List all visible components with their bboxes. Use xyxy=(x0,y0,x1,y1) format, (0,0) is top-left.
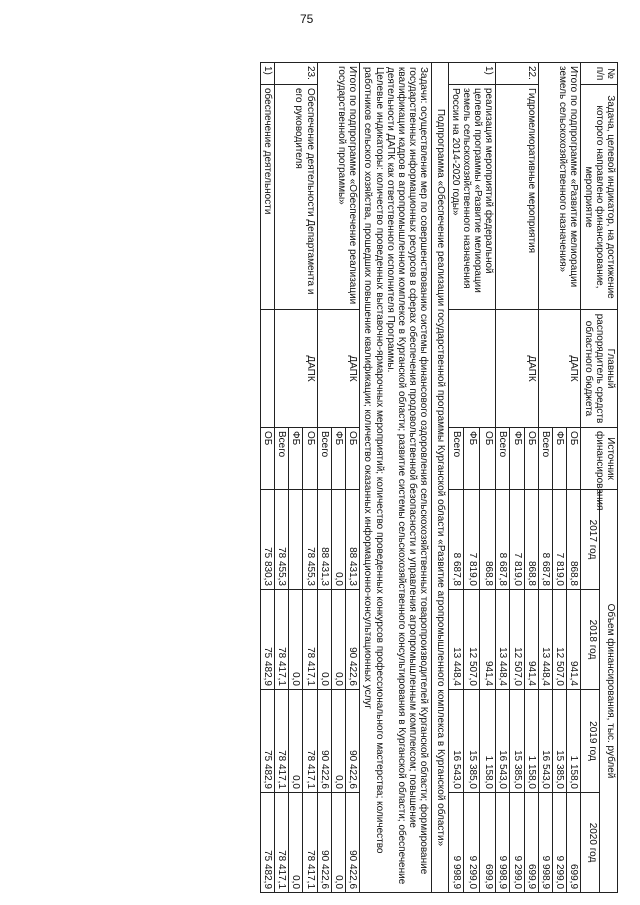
value-cell: 12 507,0 xyxy=(464,590,480,690)
value-cell: 12 507,0 xyxy=(510,590,524,690)
value-cell: 78 455,3 xyxy=(275,490,289,590)
value-cell: 0,0 xyxy=(331,793,345,893)
value-cell: 868,8 xyxy=(567,490,581,590)
value-cell: 0,0 xyxy=(331,490,345,590)
value-cell: 8 687,8 xyxy=(448,490,464,590)
header-task: Задача, целевой индикатор, на достижение которого направлено финансирование, мероприятие xyxy=(581,85,618,310)
value-cell: 9 998,9 xyxy=(538,793,552,893)
block2-no: 22. xyxy=(496,63,539,85)
value-cell: 88 431,3 xyxy=(317,490,331,590)
value-cell: 16 543,0 xyxy=(538,690,552,793)
table-row xyxy=(567,63,581,893)
financing-table xyxy=(260,62,618,893)
header-year-2017: 2017 год xyxy=(581,490,599,590)
value-cell: 75 482,9 xyxy=(260,590,274,690)
value-cell: 78 417,1 xyxy=(275,590,289,690)
value-cell: 78 417,1 xyxy=(303,793,317,893)
header-no: № п/п xyxy=(581,63,618,85)
block1-dist: ДАПК xyxy=(538,310,581,428)
value-cell: 13 448,4 xyxy=(496,590,510,690)
source-cell: ОБ xyxy=(260,428,274,490)
value-cell: 1 158,0 xyxy=(567,690,581,793)
value-cell: 78 417,1 xyxy=(275,690,289,793)
value-cell: 88 431,3 xyxy=(346,490,360,590)
table-row xyxy=(524,63,538,893)
source-cell: ОБ xyxy=(303,428,317,490)
value-cell: 78 455,3 xyxy=(303,490,317,590)
header-source: Источник финансирования xyxy=(581,428,618,490)
header-year-2019: 2019 год xyxy=(581,690,599,793)
source-cell: ОБ xyxy=(346,428,360,490)
value-cell: 699,9 xyxy=(567,793,581,893)
value-cell: 0,0 xyxy=(317,590,331,690)
value-cell: 0,0 xyxy=(331,590,345,690)
value-cell: 868,8 xyxy=(480,490,496,590)
header-year-2020: 2020 год xyxy=(581,793,599,893)
table-row xyxy=(303,63,317,893)
tasks-paragraph: Задачи: осуществление мер по совершенствованию системы финансового оздоровления сельскохозяйственных товаропроизводителей Курганской области; формирование государственных информационных ресурсов в сферах обеспечения продовольственной безопасности и управления агропромышленным комплексом; повышение квалификации кадров в агропромышленном комплексе в Курганской области; развитие системы сельскохозяйственного консультирования в Курганской области; обеспечение деятельности ДАПК как ответственного исполнителя Программы. xyxy=(384,67,430,885)
source-cell: ФБ xyxy=(331,428,345,490)
source-cell: Всего xyxy=(496,428,510,490)
block5-no: 23. xyxy=(275,63,318,85)
value-cell: 699,9 xyxy=(524,793,538,893)
value-cell: 868,8 xyxy=(524,490,538,590)
value-cell: 13 448,4 xyxy=(538,590,552,690)
value-cell: 0,0 xyxy=(331,690,345,793)
block6-label: обеспечение деятельности xyxy=(260,85,274,310)
value-cell: 90 422,6 xyxy=(346,590,360,690)
value-cell: 90 422,6 xyxy=(346,793,360,893)
table-row xyxy=(360,63,432,893)
block4-dist: ДАПК xyxy=(317,310,360,428)
value-cell: 0,0 xyxy=(289,690,303,793)
block1-label: Итого по подпрограмме «Развитие мелиорации земель сельскохозяйственного назначения» xyxy=(538,63,581,310)
value-cell: 78 417,1 xyxy=(303,590,317,690)
value-cell: 15 385,0 xyxy=(553,690,567,793)
tasks-text xyxy=(360,63,432,893)
value-cell: 9 299,0 xyxy=(510,793,524,893)
value-cell: 9 299,0 xyxy=(464,793,480,893)
value-cell xyxy=(289,490,303,590)
block5-label: Обеспечение деятельности Департамента и его руководителя xyxy=(275,85,318,310)
value-cell: 941,4 xyxy=(567,590,581,690)
value-cell: 75 482,9 xyxy=(260,793,274,893)
block6-no: 1) xyxy=(260,63,274,85)
value-cell: 12 507,0 xyxy=(553,590,567,690)
page-number: 75 xyxy=(300,12,314,26)
value-cell: 9 998,9 xyxy=(496,793,510,893)
value-cell: 16 543,0 xyxy=(448,690,464,793)
value-cell: 941,4 xyxy=(480,590,496,690)
value-cell: 90 422,6 xyxy=(317,793,331,893)
value-cell: 13 448,4 xyxy=(448,590,464,690)
table-row xyxy=(432,63,448,893)
table-row xyxy=(480,63,496,893)
block2-label: Гидромелиоративные мероприятия xyxy=(496,85,539,310)
value-cell: 7 819,0 xyxy=(464,490,480,590)
source-cell: Всего xyxy=(448,428,464,490)
block3-label: реализация мероприятий федеральной целевой программы «Развитие мелиорации земель сельскохозяйственного назначения России на 2014-2020 годы» xyxy=(448,85,496,310)
value-cell: 15 385,0 xyxy=(464,690,480,793)
block4-label: Итого по подпрограмме «Обеспечение реализации государственной программы» xyxy=(317,63,360,310)
source-cell: ОБ xyxy=(480,428,496,490)
source-cell: ФБ xyxy=(464,428,480,490)
header-distributor: Главный распорядитель средств областного бюджета xyxy=(581,310,618,428)
value-cell: 941,4 xyxy=(524,590,538,690)
value-cell: 9 299,0 xyxy=(553,793,567,893)
value-cell: 90 422,6 xyxy=(346,690,360,793)
block3-no: 1) xyxy=(448,63,496,85)
source-cell: ОБ xyxy=(524,428,538,490)
source-cell: Всего xyxy=(538,428,552,490)
block5-dist: ДАПК xyxy=(275,310,318,428)
source-cell: Всего xyxy=(317,428,331,490)
block2-dist: ДАПК xyxy=(496,310,539,428)
source-cell: ОБ xyxy=(567,428,581,490)
value-cell: 75 830,3 xyxy=(260,490,274,590)
source-cell: ФБ xyxy=(289,428,303,490)
indicators-paragraph: Целевые индикаторы: количество проведенных выставочно-ярмарочных мероприятий; количество проведенных конкурсов профессионального мастерства; количество работников сельского хозяйства, прошедших повышение квалификации; количество оказанных информационно-консультационных услуг xyxy=(362,67,385,854)
subprogram-title: Подпрограмма «Обеспечение реализации государственной программы Курганской области «Развитие агропромышленного комплекса в Курганской области» xyxy=(432,63,448,893)
value-cell: 15 385,0 xyxy=(510,690,524,793)
value-cell: 78 417,1 xyxy=(303,690,317,793)
header-year-2018: 2018 год xyxy=(581,590,599,690)
value-cell: 0,0 xyxy=(289,793,303,893)
rotated-table-wrapper xyxy=(78,62,618,892)
empty-cell xyxy=(448,310,496,428)
source-cell: ФБ xyxy=(553,428,567,490)
value-cell: 9 998,9 xyxy=(448,793,464,893)
table-row xyxy=(260,63,274,893)
value-cell: 0,0 xyxy=(289,590,303,690)
value-cell: 75 482,9 xyxy=(260,690,274,793)
value-cell: 7 819,0 xyxy=(510,490,524,590)
value-cell: 7 819,0 xyxy=(553,490,567,590)
source-cell: Всего xyxy=(275,428,289,490)
value-cell: 8 687,8 xyxy=(496,490,510,590)
value-cell: 699,9 xyxy=(480,793,496,893)
value-cell: 78 417,1 xyxy=(275,793,289,893)
value-cell: 90 422,6 xyxy=(317,690,331,793)
source-cell: ФБ xyxy=(510,428,524,490)
header-volume: Объем финансирования, тыс. рублей xyxy=(599,490,617,893)
value-cell: 16 543,0 xyxy=(496,690,510,793)
value-cell: 8 687,8 xyxy=(538,490,552,590)
value-cell: 1 158,0 xyxy=(524,690,538,793)
value-cell: 1 158,0 xyxy=(480,690,496,793)
empty-cell xyxy=(260,310,274,428)
table-row xyxy=(346,63,360,893)
